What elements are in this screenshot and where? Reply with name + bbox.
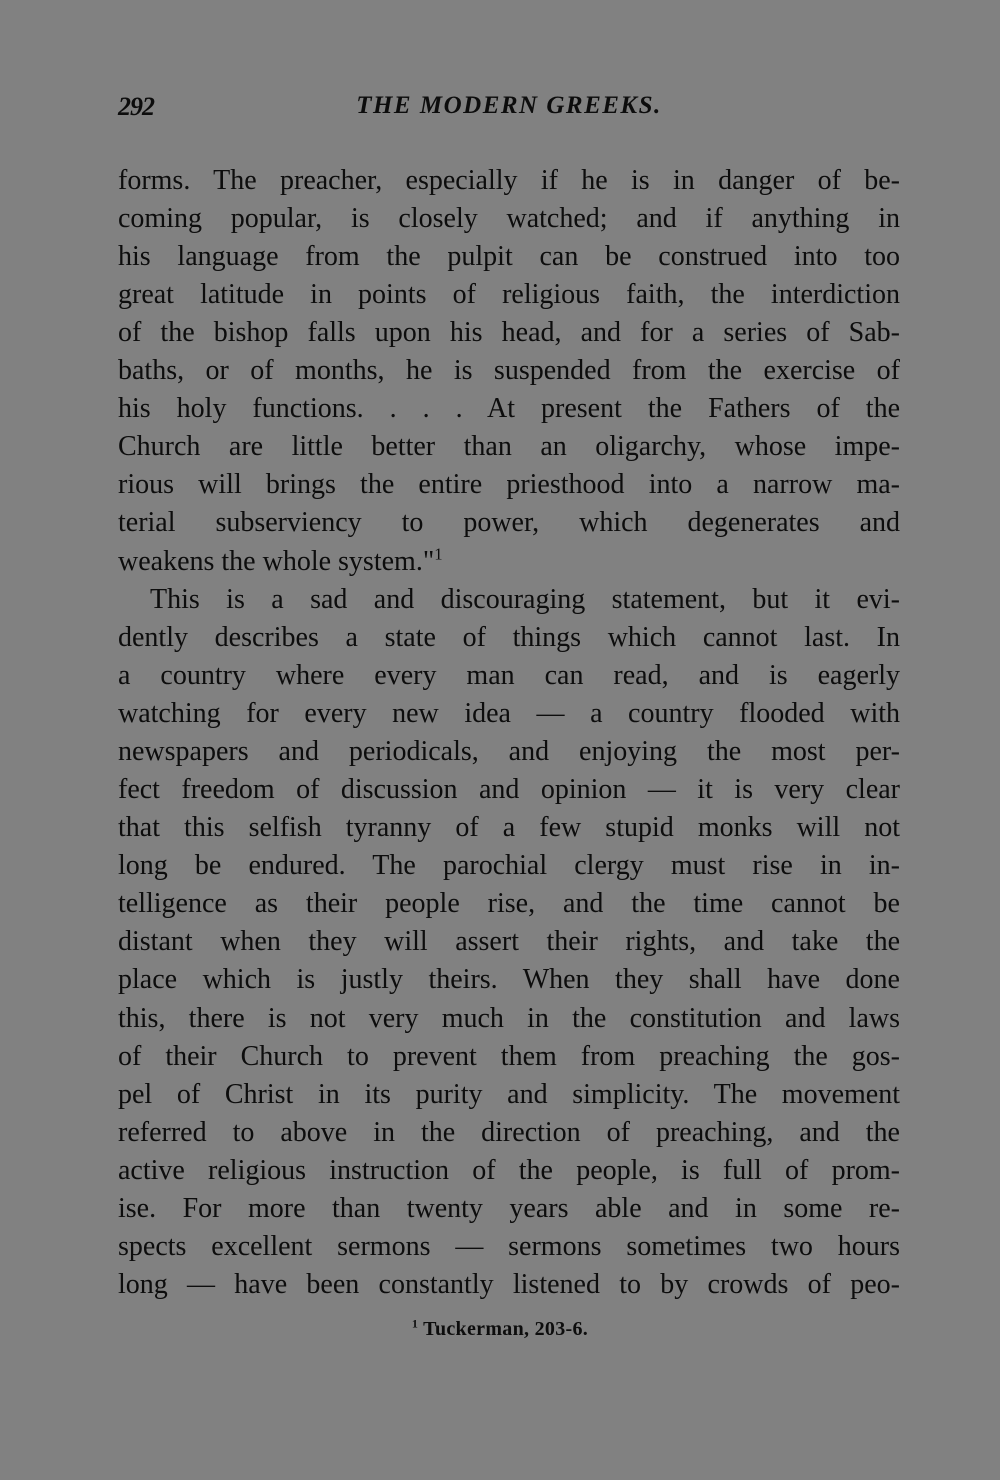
- footnote: [0, 1318, 1000, 1341]
- footnote-reference: 1: [434, 544, 443, 564]
- text-line: of the bishop falls upon his head, and for a series of Sab-: [118, 317, 900, 348]
- text-line: active religious instruction of the people, is full of prom-: [118, 1155, 900, 1186]
- text-line: his language from the pulpit can be construed into too: [118, 241, 900, 272]
- text-line: of their Church to prevent them from preaching the gos-: [118, 1041, 900, 1072]
- text-line: this, there is not very much in the constitution and laws: [118, 1003, 900, 1034]
- text-line: dently describes a state of things which cannot last. In: [118, 622, 900, 653]
- footnote-text: Tuckerman, 203-6.: [423, 1318, 589, 1340]
- text-line: baths, or of months, he is suspended from the exercise of: [118, 355, 900, 386]
- text-line: long be endured. The parochial clergy must rise in in-: [118, 850, 900, 881]
- running-title: THE MODERN GREEKS.: [356, 92, 662, 119]
- text-line: place which is justly theirs. When they shall have done: [118, 964, 900, 995]
- text-line: forms. The preacher, especially if he is in danger of be-: [118, 165, 900, 196]
- text-line: distant when they will assert their rights, and take the: [118, 926, 900, 957]
- text-line-content: weakens the whole system.": [118, 546, 435, 577]
- text-line: ise. For more than twenty years able and in some re-: [118, 1193, 900, 1224]
- text-line: that this selfish tyranny of a few stupid monks will not: [118, 812, 900, 843]
- text-line: a country where every man can read, and is eagerly: [118, 660, 900, 691]
- running-head: [118, 92, 900, 132]
- text-line: Church are little better than an oligarchy, whose impe-: [118, 431, 900, 462]
- text-line: great latitude in points of religious faith, the interdiction: [118, 279, 900, 310]
- text-line-indented: This is a sad and discouraging statement, but it evi-: [150, 584, 900, 615]
- text-line: watching for every new idea — a country flooded with: [118, 698, 900, 729]
- text-line: coming popular, is closely watched; and if anything in: [118, 203, 900, 234]
- text-line: rious will brings the entire priesthood into a narrow ma-: [118, 469, 900, 500]
- text-line: telligence as their people rise, and the time cannot be: [118, 888, 900, 919]
- text-line: newspapers and periodicals, and enjoying the most per-: [118, 736, 900, 767]
- text-line: fect freedom of discussion and opinion — it is very clear: [118, 774, 900, 805]
- text-line: spects excellent sermons — sermons sometimes two hours: [118, 1231, 900, 1262]
- text-line: referred to above in the direction of preaching, and the: [118, 1117, 900, 1148]
- text-line: terial subserviency to power, which degenerates and: [118, 507, 900, 538]
- text-line-last: [118, 543, 900, 581]
- page-number: 292: [118, 92, 154, 121]
- text-line: long — have been constantly listened to by crowds of peo-: [118, 1269, 900, 1300]
- footnote-marker: 1: [411, 1316, 419, 1331]
- text-line: pel of Christ in its purity and simplicity. The movement: [118, 1079, 900, 1110]
- text-line: his holy functions. . . . At present the Fathers of the: [118, 393, 900, 424]
